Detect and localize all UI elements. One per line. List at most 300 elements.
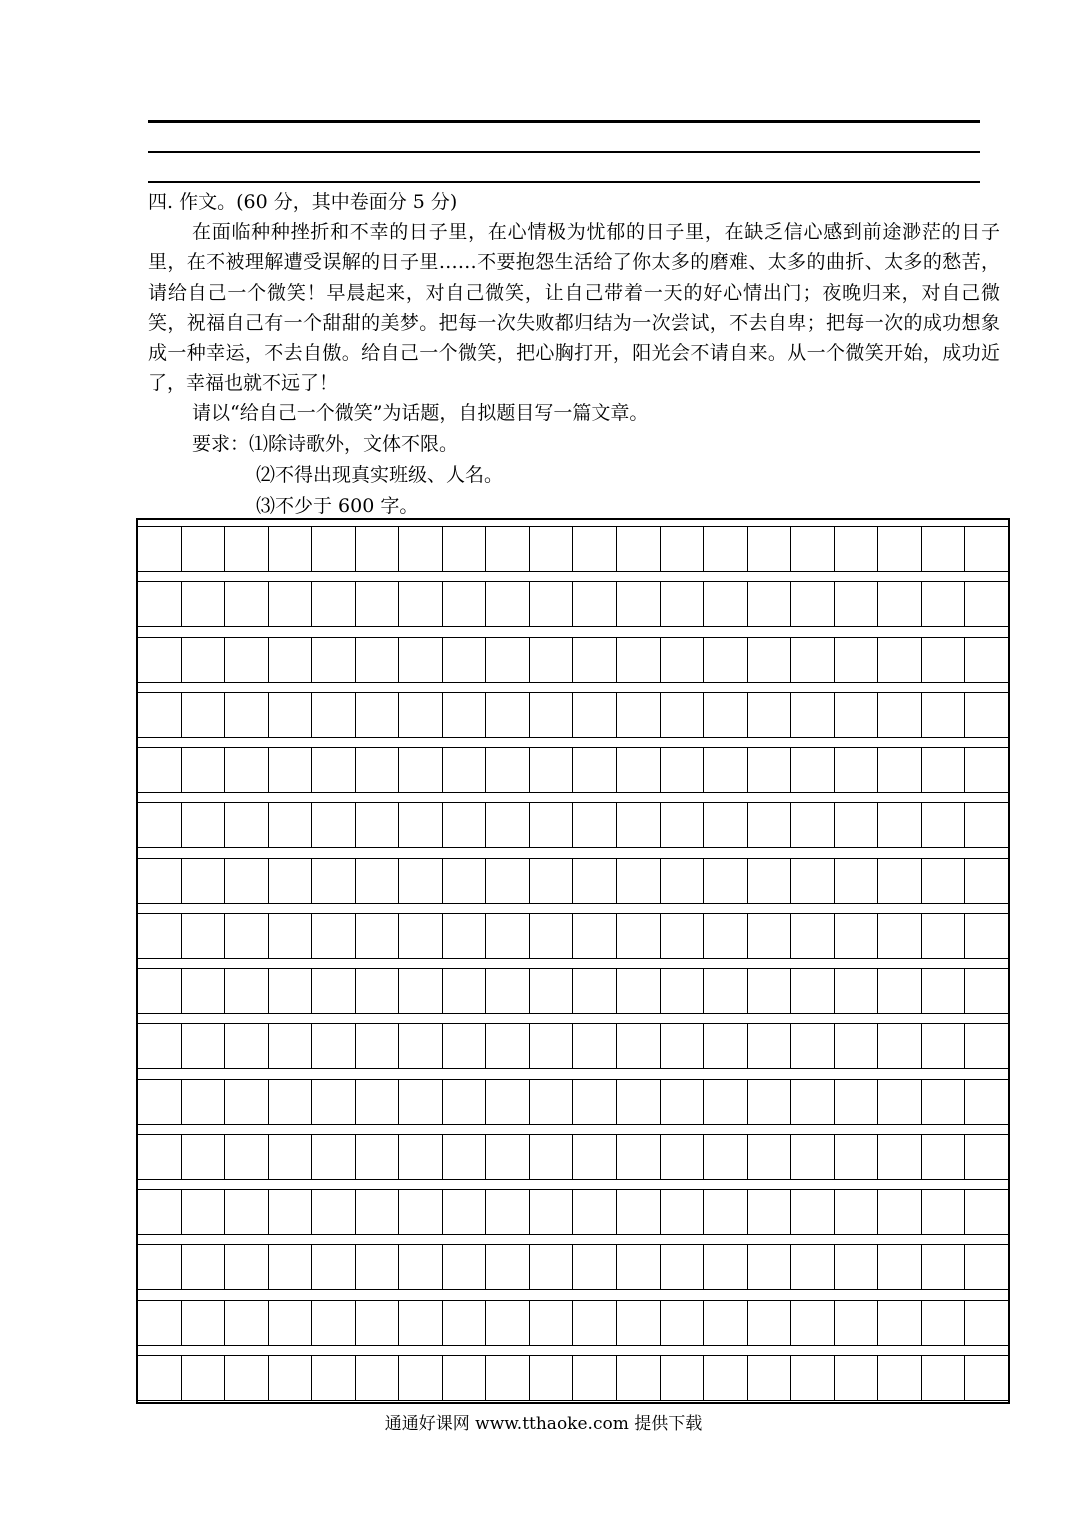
grid-cell xyxy=(617,1356,661,1400)
grid-cell xyxy=(269,803,313,847)
grid-cell xyxy=(748,1245,792,1289)
grid-cell xyxy=(617,1024,661,1068)
grid-cell xyxy=(661,1080,705,1124)
grid-cell xyxy=(443,748,487,792)
grid-cell xyxy=(138,1080,182,1124)
grid-cell xyxy=(661,969,705,1013)
grid-cell xyxy=(878,1245,922,1289)
grid-cell xyxy=(530,1135,574,1179)
grid-cell xyxy=(617,969,661,1013)
grid-cell xyxy=(922,859,966,903)
grid-cell xyxy=(356,582,400,626)
grid-cell xyxy=(573,748,617,792)
grid-cell xyxy=(748,1024,792,1068)
answer-line-1 xyxy=(148,120,980,123)
grid-cell xyxy=(138,1245,182,1289)
grid-cell xyxy=(661,1024,705,1068)
grid-cell xyxy=(617,693,661,737)
grid-cell xyxy=(617,1301,661,1345)
grid-row xyxy=(138,1189,1008,1235)
grid-cell xyxy=(530,1301,574,1345)
grid-cell xyxy=(530,859,574,903)
grid-cell xyxy=(312,969,356,1013)
grid-cell xyxy=(312,638,356,682)
requirement-1: 要求：⑴除诗歌外，文体不限。 xyxy=(192,433,459,455)
grid-cell xyxy=(269,1356,313,1400)
grid-cell xyxy=(399,1356,443,1400)
grid-cell xyxy=(791,1135,835,1179)
grid-cell xyxy=(312,803,356,847)
grid-cell xyxy=(661,582,705,626)
grid-cell xyxy=(443,1080,487,1124)
grid-cell xyxy=(399,914,443,958)
grid-cell xyxy=(399,582,443,626)
grid-cell xyxy=(922,1301,966,1345)
grid-cell xyxy=(182,803,226,847)
grid-cell xyxy=(443,859,487,903)
grid-cell xyxy=(443,1245,487,1289)
grid-row xyxy=(138,581,1008,627)
requirement-3: ⑶不少于 600 字。 xyxy=(256,495,419,517)
grid-cell xyxy=(965,582,1008,626)
grid-row xyxy=(138,637,1008,683)
grid-cell xyxy=(965,803,1008,847)
grid-cell xyxy=(878,638,922,682)
grid-cell xyxy=(399,748,443,792)
grid-cell xyxy=(138,638,182,682)
grid-cell xyxy=(399,859,443,903)
grid-cell xyxy=(573,1301,617,1345)
grid-row xyxy=(138,913,1008,959)
grid-cell xyxy=(704,1301,748,1345)
grid-cell xyxy=(617,582,661,626)
grid-cell xyxy=(182,859,226,903)
grid-cell xyxy=(269,969,313,1013)
grid-cell xyxy=(269,1080,313,1124)
grid-cell xyxy=(704,1080,748,1124)
grid-cell xyxy=(486,914,530,958)
grid-row xyxy=(138,1079,1008,1125)
grid-cell xyxy=(399,803,443,847)
grid-cell xyxy=(835,969,879,1013)
grid-cell xyxy=(791,1080,835,1124)
grid-cell xyxy=(138,1301,182,1345)
grid-cell xyxy=(617,1080,661,1124)
grid-cell xyxy=(443,1301,487,1345)
grid-cell xyxy=(182,1190,226,1234)
grid-cell xyxy=(965,1080,1008,1124)
grid-cell xyxy=(661,1135,705,1179)
grid-row xyxy=(138,526,1008,572)
grid-cell xyxy=(922,1080,966,1124)
grid-cell xyxy=(182,1356,226,1400)
grid-cell xyxy=(835,1080,879,1124)
grid-cell xyxy=(486,1135,530,1179)
grid-cell xyxy=(182,582,226,626)
grid-cell xyxy=(225,969,269,1013)
grid-cell xyxy=(138,969,182,1013)
grid-cell xyxy=(704,1135,748,1179)
grid-cell xyxy=(312,914,356,958)
grid-cell xyxy=(443,582,487,626)
grid-cell xyxy=(748,1301,792,1345)
grid-cell xyxy=(965,748,1008,792)
grid-cell xyxy=(138,582,182,626)
grid-cell xyxy=(399,1080,443,1124)
grid-cell xyxy=(965,1245,1008,1289)
grid-cell xyxy=(138,1190,182,1234)
grid-cell xyxy=(922,1190,966,1234)
grid-cell xyxy=(878,803,922,847)
grid-cell xyxy=(312,1024,356,1068)
grid-cell xyxy=(573,1080,617,1124)
grid-cell xyxy=(748,1080,792,1124)
grid-cell xyxy=(835,1245,879,1289)
grid-cell xyxy=(530,1190,574,1234)
grid-cell xyxy=(965,527,1008,571)
grid-cell xyxy=(486,1245,530,1289)
grid-cell xyxy=(661,527,705,571)
grid-cell xyxy=(530,1080,574,1124)
grid-cell xyxy=(356,1080,400,1124)
grid-cell xyxy=(138,693,182,737)
grid-cell xyxy=(356,969,400,1013)
essay-passage: 在面临种种挫折和不幸的日子里，在心情极为忧郁的日子里，在缺乏信心感到前途渺茫的日子里，在不被理解遭受误解的日子里……不要抱怨生活给了你太多的磨难、太多的曲折、太多的愁苦，请给自己一个微笑！早晨起来，对自己微笑，让自己带着一天的好心情出门；夜晚归来，对自己微笑，祝福自己有一个甜甜的美梦。把每一次失败都归结为一次尝试，不去自卑；把每一次的成功想象成一种幸运，不去自傲。给自己一个微笑，把心胸打开，阳光会不请自来。从一个微笑开始，成功近了，幸福也就不远了！ xyxy=(148,221,1000,395)
grid-cell xyxy=(748,693,792,737)
grid-cell xyxy=(399,1245,443,1289)
grid-cell xyxy=(791,1024,835,1068)
grid-cell xyxy=(835,582,879,626)
grid-cell xyxy=(182,693,226,737)
grid-cell xyxy=(835,859,879,903)
footer-source: 通通好课网 www.tthaoke.com 提供下载 xyxy=(384,1414,703,1434)
grid-cell xyxy=(617,1190,661,1234)
grid-cell xyxy=(835,527,879,571)
grid-cell xyxy=(269,527,313,571)
grid-cell xyxy=(138,1135,182,1179)
grid-cell xyxy=(138,527,182,571)
grid-cell xyxy=(486,1080,530,1124)
grid-cell xyxy=(661,638,705,682)
grid-cell xyxy=(922,748,966,792)
grid-cell xyxy=(704,693,748,737)
grid-cell xyxy=(573,859,617,903)
grid-cell xyxy=(835,1024,879,1068)
grid-cell xyxy=(748,914,792,958)
grid-cell xyxy=(573,582,617,626)
grid-cell xyxy=(182,1301,226,1345)
grid-cell xyxy=(486,693,530,737)
grid-cell xyxy=(965,1024,1008,1068)
grid-cell xyxy=(312,1245,356,1289)
grid-cell xyxy=(748,1190,792,1234)
grid-cell xyxy=(617,803,661,847)
grid-cell xyxy=(878,1356,922,1400)
grid-cell xyxy=(138,1356,182,1400)
grid-cell xyxy=(878,582,922,626)
grid-cell xyxy=(356,748,400,792)
grid-cell xyxy=(530,914,574,958)
grid-cell xyxy=(138,914,182,958)
grid-cell xyxy=(225,638,269,682)
grid-cell xyxy=(356,803,400,847)
grid-cell xyxy=(791,638,835,682)
grid-cell xyxy=(530,1356,574,1400)
grid-cell xyxy=(748,803,792,847)
grid-cell xyxy=(530,582,574,626)
grid-row xyxy=(138,968,1008,1014)
grid-cell xyxy=(225,859,269,903)
grid-cell xyxy=(399,1190,443,1234)
grid-cell xyxy=(791,1356,835,1400)
grid-cell xyxy=(661,1190,705,1234)
grid-cell xyxy=(312,693,356,737)
grid-cell xyxy=(704,914,748,958)
essay-prompt: 请以“给自己一个微笑”为话题，自拟题目写一篇文章。 xyxy=(192,402,649,424)
grid-cell xyxy=(878,1080,922,1124)
grid-cell xyxy=(486,803,530,847)
grid-cell xyxy=(748,638,792,682)
grid-cell xyxy=(661,1245,705,1289)
grid-cell xyxy=(399,1301,443,1345)
grid-cell xyxy=(704,1024,748,1068)
grid-cell xyxy=(356,1190,400,1234)
grid-cell xyxy=(965,914,1008,958)
grid-cell xyxy=(486,1024,530,1068)
grid-cell xyxy=(835,1190,879,1234)
grid-cell xyxy=(225,1024,269,1068)
grid-cell xyxy=(443,914,487,958)
grid-cell xyxy=(922,803,966,847)
grid-cell xyxy=(443,1024,487,1068)
grid-cell xyxy=(312,1356,356,1400)
grid-cell xyxy=(530,969,574,1013)
grid-cell xyxy=(878,748,922,792)
grid-cell xyxy=(269,914,313,958)
grid-cell xyxy=(704,1356,748,1400)
grid-cell xyxy=(269,1135,313,1179)
grid-cell xyxy=(399,1135,443,1179)
grid-cell xyxy=(965,1301,1008,1345)
grid-cell xyxy=(573,693,617,737)
grid-cell xyxy=(791,859,835,903)
grid-cell xyxy=(225,1245,269,1289)
grid-cell xyxy=(182,914,226,958)
grid-cell xyxy=(225,914,269,958)
section-heading: 四. 作文。(60 分，其中卷面分 5 分) xyxy=(148,191,458,213)
grid-cell xyxy=(878,914,922,958)
requirement-2: ⑵不得出现真实班级、人名。 xyxy=(256,464,504,486)
grid-cell xyxy=(878,859,922,903)
grid-cell xyxy=(835,748,879,792)
grid-cell xyxy=(965,1135,1008,1179)
grid-cell xyxy=(573,1356,617,1400)
grid-cell xyxy=(661,859,705,903)
grid-cell xyxy=(312,1301,356,1345)
grid-cell xyxy=(573,638,617,682)
grid-cell xyxy=(312,748,356,792)
grid-cell xyxy=(399,1024,443,1068)
grid-cell xyxy=(486,638,530,682)
grid-cell xyxy=(182,638,226,682)
grid-cell xyxy=(878,1024,922,1068)
grid-cell xyxy=(922,693,966,737)
grid-cell xyxy=(530,693,574,737)
grid-cell xyxy=(356,1135,400,1179)
grid-row xyxy=(138,1300,1008,1346)
grid-cell xyxy=(791,582,835,626)
grid-cell xyxy=(748,1135,792,1179)
grid-cell xyxy=(704,527,748,571)
grid-cell xyxy=(530,527,574,571)
grid-cell xyxy=(661,803,705,847)
grid-cell xyxy=(443,969,487,1013)
grid-cell xyxy=(269,1190,313,1234)
grid-cell xyxy=(922,969,966,1013)
grid-row xyxy=(138,1355,1008,1401)
grid-cell xyxy=(704,969,748,1013)
grid-cell xyxy=(356,859,400,903)
grid-cell xyxy=(486,1356,530,1400)
grid-cell xyxy=(356,527,400,571)
grid-cell xyxy=(661,1356,705,1400)
grid-cell xyxy=(312,1135,356,1179)
grid-cell xyxy=(791,1301,835,1345)
grid-cell xyxy=(922,638,966,682)
grid-cell xyxy=(573,914,617,958)
grid-cell xyxy=(573,1245,617,1289)
grid-cell xyxy=(269,638,313,682)
grid-cell xyxy=(748,859,792,903)
grid-cell xyxy=(312,582,356,626)
grid-cell xyxy=(138,859,182,903)
grid-cell xyxy=(661,748,705,792)
grid-cell xyxy=(965,969,1008,1013)
grid-cell xyxy=(486,748,530,792)
grid-cell xyxy=(791,1245,835,1289)
grid-cell xyxy=(486,969,530,1013)
grid-cell xyxy=(573,803,617,847)
grid-cell xyxy=(225,748,269,792)
grid-cell xyxy=(617,859,661,903)
grid-cell xyxy=(356,1024,400,1068)
grid-cell xyxy=(573,1190,617,1234)
grid-row xyxy=(138,858,1008,904)
grid-cell xyxy=(748,527,792,571)
grid-cell xyxy=(791,748,835,792)
grid-cell xyxy=(312,859,356,903)
grid-cell xyxy=(922,1024,966,1068)
grid-cell xyxy=(573,527,617,571)
grid-cell xyxy=(269,1245,313,1289)
grid-cell xyxy=(617,527,661,571)
grid-cell xyxy=(399,693,443,737)
grid-cell xyxy=(269,693,313,737)
grid-cell xyxy=(530,1024,574,1068)
grid-cell xyxy=(182,527,226,571)
grid-cell xyxy=(617,1245,661,1289)
grid-cell xyxy=(443,803,487,847)
grid-cell xyxy=(443,1190,487,1234)
grid-cell xyxy=(399,527,443,571)
grid-cell xyxy=(661,914,705,958)
grid-cell xyxy=(356,1245,400,1289)
grid-cell xyxy=(661,1301,705,1345)
grid-cell xyxy=(486,582,530,626)
grid-cell xyxy=(182,969,226,1013)
grid-cell xyxy=(965,1356,1008,1400)
grid-cell xyxy=(225,1080,269,1124)
grid-cell xyxy=(835,638,879,682)
grid-cell xyxy=(835,693,879,737)
grid-cell xyxy=(269,859,313,903)
grid-cell xyxy=(399,969,443,1013)
grid-cell xyxy=(617,748,661,792)
grid-cell xyxy=(443,527,487,571)
grid-cell xyxy=(182,748,226,792)
grid-cell xyxy=(225,1135,269,1179)
grid-cell xyxy=(835,1135,879,1179)
grid-cell xyxy=(704,1245,748,1289)
grid-cell xyxy=(269,1301,313,1345)
grid-cell xyxy=(182,1135,226,1179)
grid-cell xyxy=(573,1024,617,1068)
grid-cell xyxy=(704,748,748,792)
grid-cell xyxy=(748,969,792,1013)
grid-cell xyxy=(922,1135,966,1179)
grid-cell xyxy=(486,527,530,571)
grid-cell xyxy=(443,638,487,682)
grid-cell xyxy=(486,859,530,903)
grid-cell xyxy=(269,748,313,792)
grid-cell xyxy=(573,1135,617,1179)
grid-cell xyxy=(791,969,835,1013)
grid-cell xyxy=(617,1135,661,1179)
grid-cell xyxy=(356,1356,400,1400)
grid-cell xyxy=(835,914,879,958)
grid-cell xyxy=(182,1245,226,1289)
grid-cell xyxy=(312,1190,356,1234)
grid-cell xyxy=(791,914,835,958)
grid-cell xyxy=(269,582,313,626)
grid-cell xyxy=(965,859,1008,903)
grid-cell xyxy=(922,1245,966,1289)
grid-cell xyxy=(965,693,1008,737)
grid-row xyxy=(138,692,1008,738)
grid-cell xyxy=(878,1301,922,1345)
grid-cell xyxy=(965,1190,1008,1234)
grid-row xyxy=(138,1023,1008,1069)
grid-cell xyxy=(356,1301,400,1345)
grid-cell xyxy=(704,1190,748,1234)
grid-row xyxy=(138,1244,1008,1290)
grid-cell xyxy=(138,1024,182,1068)
grid-cell xyxy=(791,527,835,571)
grid-cell xyxy=(704,859,748,903)
grid-cell xyxy=(922,914,966,958)
grid-cell xyxy=(356,914,400,958)
grid-cell xyxy=(530,803,574,847)
grid-cell xyxy=(138,748,182,792)
grid-cell xyxy=(530,1245,574,1289)
grid-cell xyxy=(225,1190,269,1234)
grid-cell xyxy=(486,1301,530,1345)
grid-cell xyxy=(965,638,1008,682)
grid-cell xyxy=(573,969,617,1013)
grid-cell xyxy=(791,803,835,847)
answer-line-3 xyxy=(148,181,980,183)
grid-cell xyxy=(225,1356,269,1400)
